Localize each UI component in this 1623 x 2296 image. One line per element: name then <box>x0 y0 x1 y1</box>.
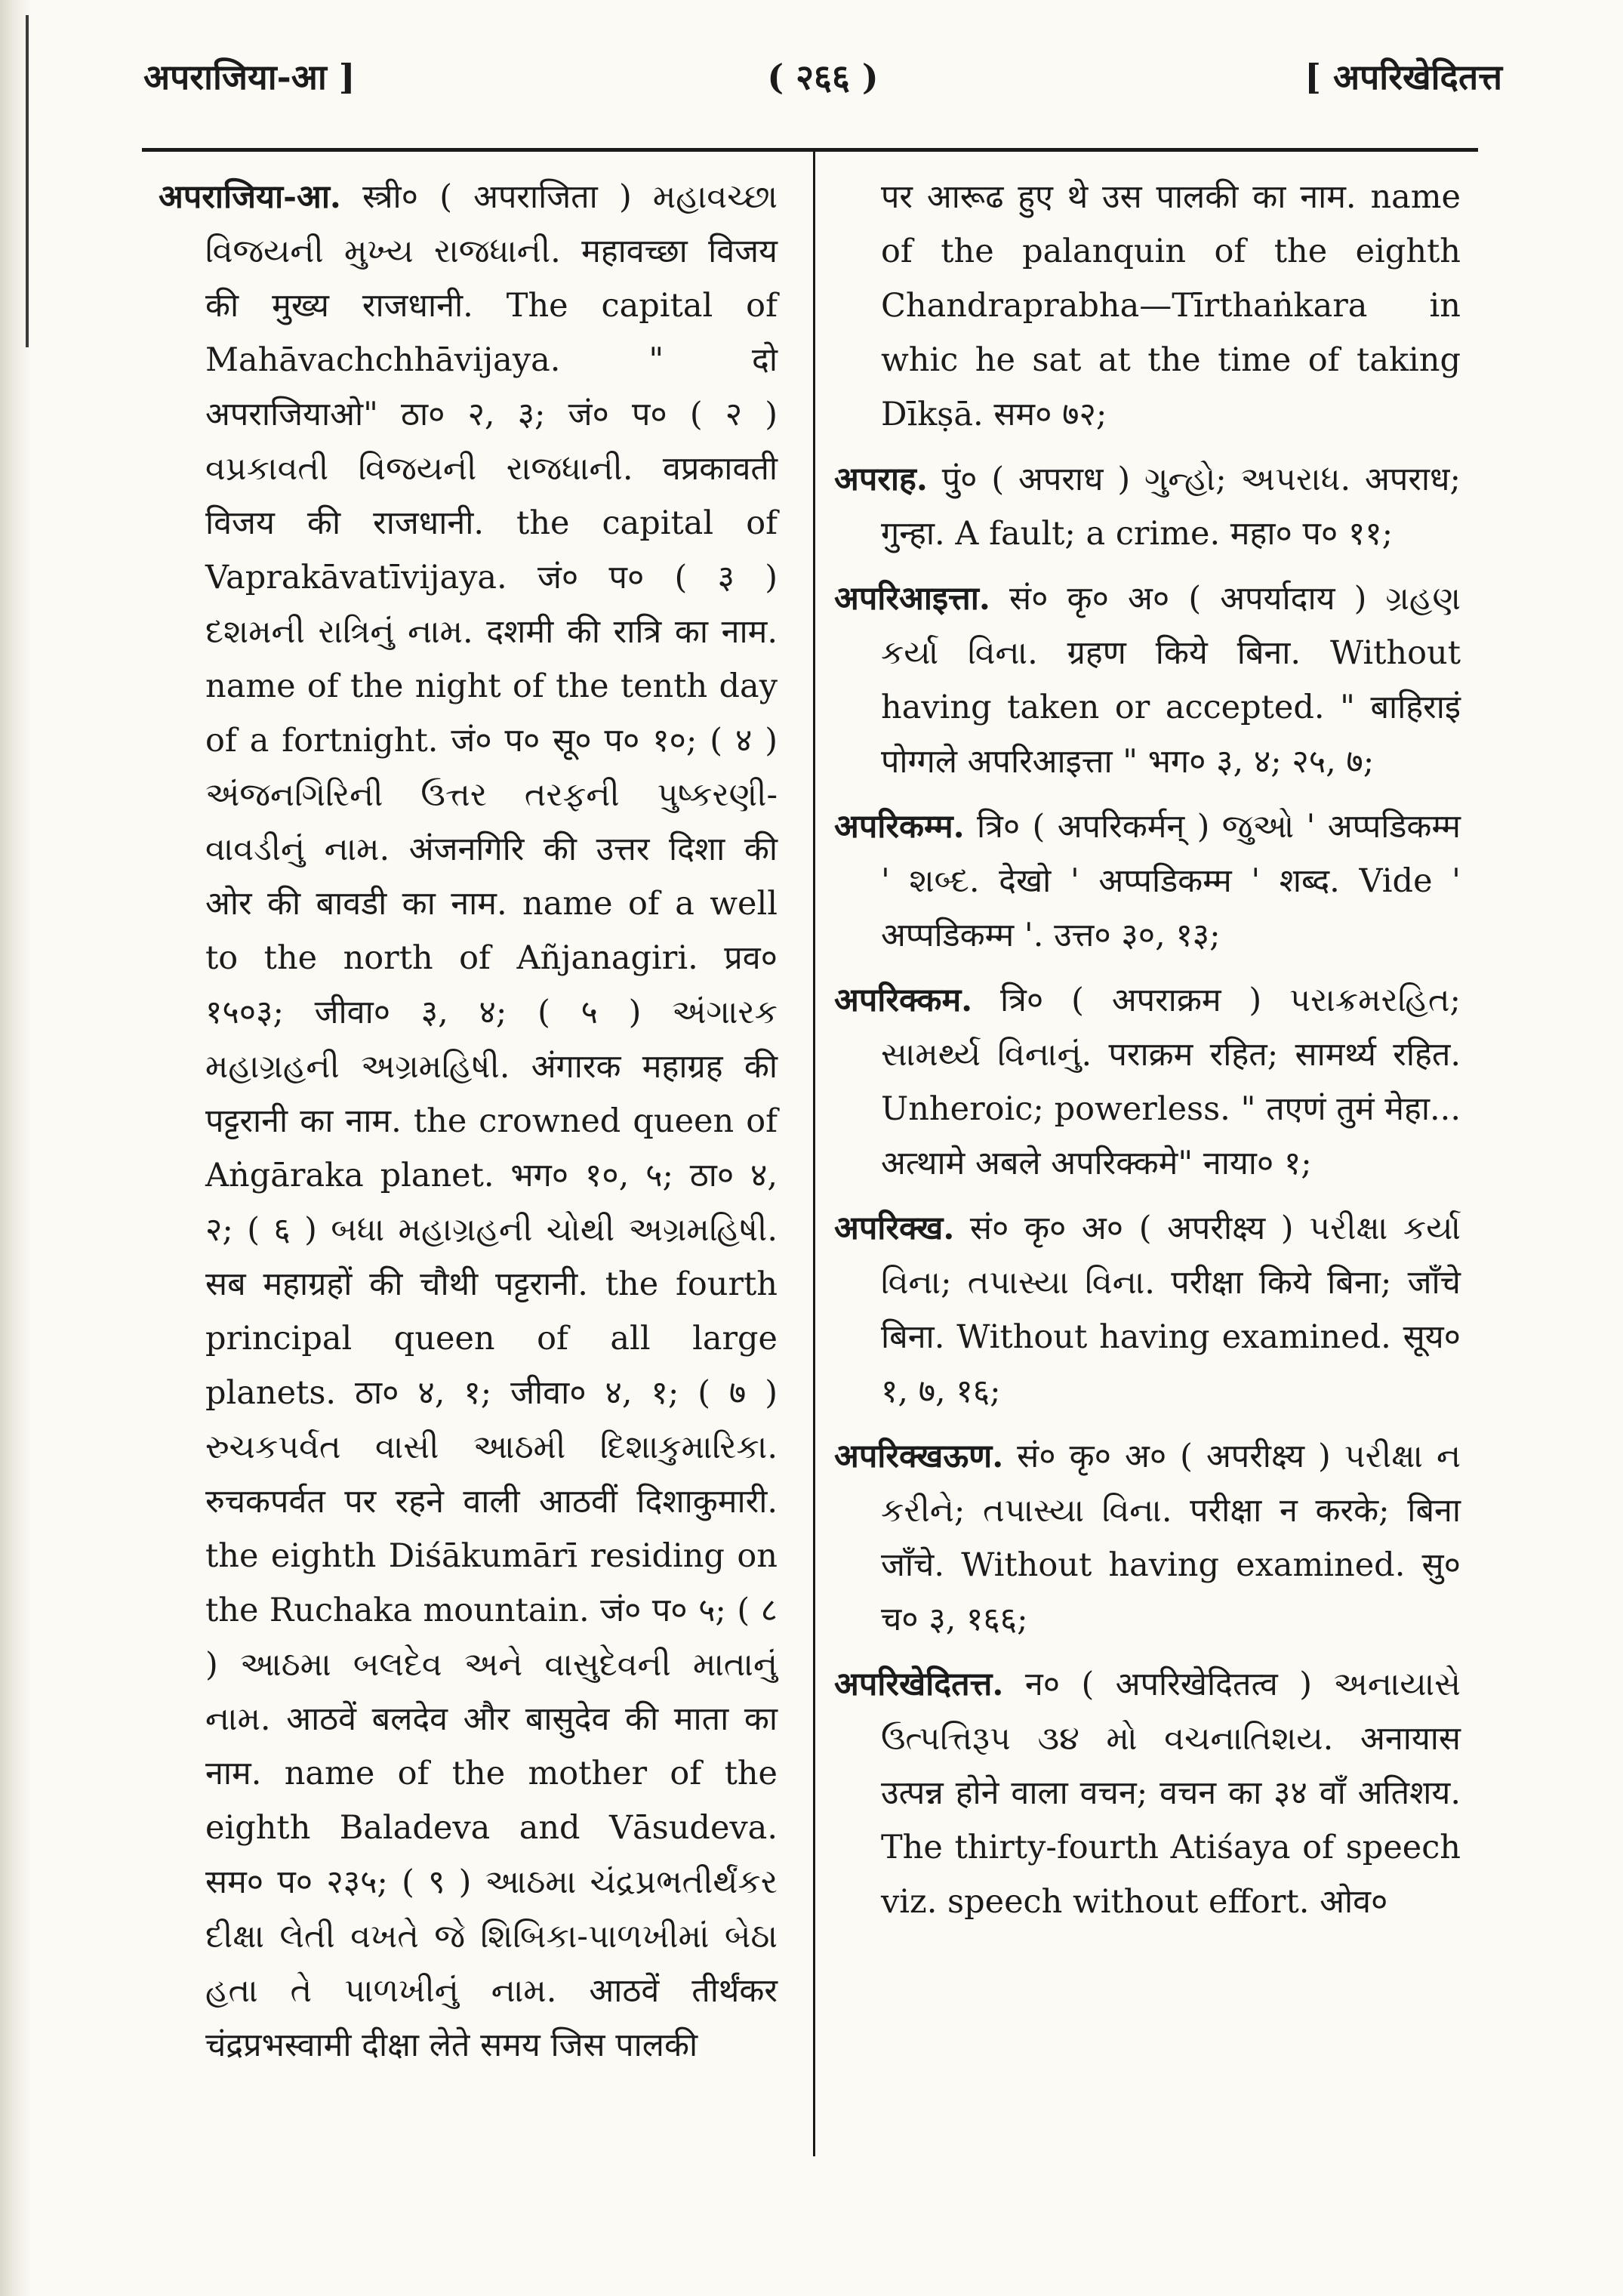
entry-headword: अपरिक्ख. <box>834 1210 955 1247</box>
dictionary-entry <box>159 170 778 2073</box>
entry-text: सं० कृ० अ० ( अपर्यादाय ) ગ્રહણ કર્યા વિના. ग्रहण किये बिना. Without having taken or accepted. " बाहिराइं पोग्गले अपरिआइत्ता " भग० ३, ४; २५, ७; <box>881 580 1461 781</box>
entry-text: त्रि० ( अपरिकर्मन् ) જુઓ ' अप्पडिकम्म ' શબ્દ. देखो ' अप्पडिकम्म ' शब्द. Vide ' अप्पडिकम्म '. उत्त० ३०, १३; <box>881 808 1461 954</box>
right-column <box>834 170 1461 1940</box>
header-left-guide-word: अपराजिया-आ ] <box>143 57 356 97</box>
entry-headword: अपरिखेदितत्त. <box>834 1666 1004 1703</box>
dictionary-entry <box>834 1201 1461 1419</box>
header-rule <box>142 148 1478 152</box>
entry-text: त्रि० ( अपराक्रम ) પરાક્રમરહિત; સામર્થ્ય વિનાનું. पराक्रम रहित; सामर्थ्य रहित. Unheroic; powerless. " तएणं तुमं मेहा... अत्थामे अबले अपरिक्कमे" नाया० १; <box>881 982 1461 1182</box>
entry-headword: अपराजिया-आ. <box>159 178 341 216</box>
column-divider <box>813 148 815 2156</box>
entry-headword: अपरिक्कम. <box>834 982 973 1019</box>
entry-headword: अपरिआइत्ता. <box>834 580 990 618</box>
entry-text: पर आरूढ हुए थे उस पालकी का नाम. name of the palanquin of the eighth Chandraprabha—Tīrthaṅkara in whic he sat at the time of taking Dīkṣā. सम० ७२; <box>881 178 1461 433</box>
entry-headword: अपराह. <box>834 461 928 498</box>
dictionary-entry <box>834 572 1461 789</box>
dictionary-entry <box>834 973 1461 1191</box>
binding-mark <box>26 15 29 347</box>
dictionary-entry <box>834 800 1461 963</box>
dictionary-entry-continued <box>834 170 1461 442</box>
left-column <box>159 170 778 2083</box>
dictionary-entry <box>834 1429 1461 1647</box>
page-number: ( २६६ ) <box>767 57 879 97</box>
entry-headword: अपरिकम्म. <box>834 808 965 846</box>
entry-text: स्त्री० ( अपराजिता ) મહાવચ્છા વિજયની મુખ્ય રાજધાની. महावच्छा विजय की मुख्य राजधानी. The capital of Mahāvachchhāvijaya. " दो अपराजियाओ" ठा० २, ३; जं० प० ( २ ) વપ્રકાવતી વિજયની રાજધાની. वप्रकावती विजय की राजधानी. the capital of Vaprakāvatīvijaya. जं० प० ( ३ ) દશમની રાત્રિનું નામ. दशमी की रात्रि का नाम. name of the night of the tenth day of a fortnight. जं० प० सू० प० १०; ( ४ ) અંજનગિરિની ઉત્તર તરફની પુષ્કરણી-વાવડીનું નામ. अंजनगिरि की उत्तर दिशा की ओर की बावडी का नाम. name of a well to the north of Añjanagiri. प्रव० १५०३; जीवा० ३, ४; ( ५ ) અંગારક મહાગ્રહની અગ્રમહિષી. अंगारक महाग्रह की पट्टरानी का नाम. the crowned queen of Aṅgāraka planet. भग० १०, ५; ठा० ४, २; ( ६ ) બધા મહાગ્રહની ચોથી અગ્રમહિષી. सब महाग्रहों की चौथी पट्टरानी. the fourth principal queen of all large planets. ठा० ४, १; जीवा० ४, १; ( ७ ) રુચકપર્વત વાસી આઠમી દિશાકુમારિકા. रुचकपर्वत पर रहने वाली आठवीं दिशाकुमारी. the eighth Diśākumārī residing on the Ruchaka mountain. जं० प० ५; ( ८ ) આઠમા બલદેવ અને વાસુદેવની માતાનું નામ. आठवें बलदेव और बासुदेव की माता का नाम. name of the mother of the eighth Baladeva and Vāsudeva. सम० प० २३५; ( ९ ) આઠમા ચંદ્રપ્રભતીર્થંકર દીક્ષા લેતી વખતે જે શિબિકા-પાળખીમાં બેઠા હતા તે પાળખીનું નામ. आठवें तीर्थंकर चंद्रप्रभस्वामी दीक्षा लेते समय जिस पालकी <box>205 178 778 2064</box>
page-header <box>143 45 1502 113</box>
entry-text: पुं० ( अपराध ) ગુન્હો; અપરાધ. अपराध; गुन्हा. A fault; a crime. महा० प० ११; <box>881 461 1461 553</box>
header-right-guide-word: [ अपरिखेदितत्त <box>1304 57 1502 97</box>
entry-text: सं० कृ० अ० ( अपरीक्ष्य ) પરીક્ષા ન કરીને; તપાસ્યા વિના. परीक्षा न करके; बिना जाँचे. Without having examined. सु० च० ३, १६६; <box>881 1438 1461 1638</box>
dictionary-entry <box>834 1657 1461 1929</box>
entry-headword: अपरिक्खऊण. <box>834 1438 1004 1475</box>
entry-text: सं० कृ० अ० ( अपरीक्ष्य ) પરીક્ષા કર્યા વિના; તપાસ્યા વિના. परीक्षा किये बिना; जाँचे बिना. Without having examined. सूय० १, ७, १६; <box>881 1210 1461 1410</box>
entry-text: न० ( अपरिखेदितत्व ) અનાયાસે ઉત્પત્તિરૂપ ૩૪ મો વચનાતિશય. अनायास उत्पन्न होने वाला वचन; वचन का ३४ वाँ अतिशय. The thirty-fourth Atiśaya of speech viz. speech without effort. ओव० <box>881 1666 1461 1921</box>
dictionary-entry <box>834 452 1461 561</box>
